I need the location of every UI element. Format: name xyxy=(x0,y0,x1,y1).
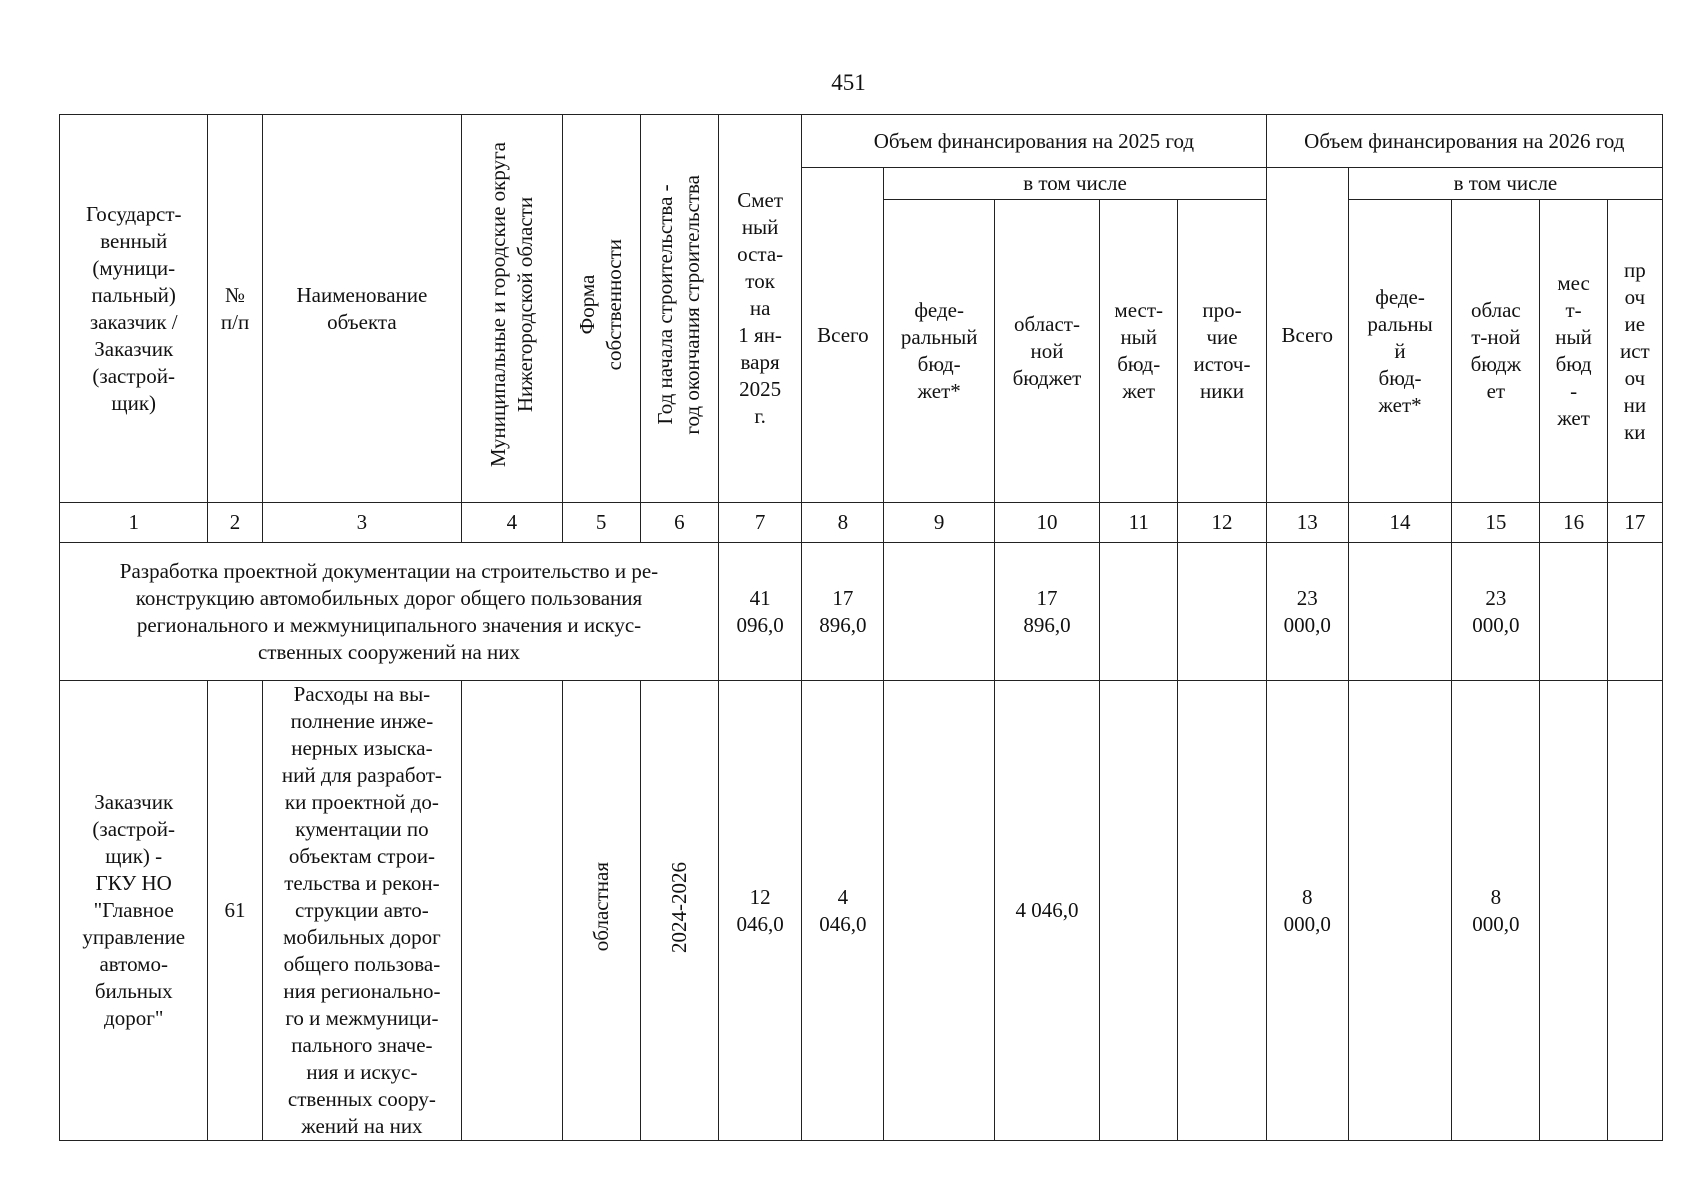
header-including-2025: в том числе xyxy=(884,168,1266,200)
header-other-2025: про- чие источ- ники xyxy=(1178,200,1266,503)
row-object-name: Расходы на вы- полнение инже- нерных изыска- ний для разработ- ки проектной до- кументации по объектам строи- тельства и рекон- струкции авто- мобильных дорог общего пользова- ния регионально- го и межмуници- пального значе- ния и искус- ственных соору- жений на них xyxy=(262,681,462,1141)
section-federal-2025 xyxy=(884,543,994,681)
section-regional-2026: 23 000,0 xyxy=(1452,543,1540,681)
section-regional-2025: 17 896,0 xyxy=(994,543,1099,681)
row-local-2025 xyxy=(1100,681,1178,1141)
header-regional-2026: облас т-ной бюдж ет xyxy=(1452,200,1540,503)
row-regional-2025: 4 046,0 xyxy=(994,681,1099,1141)
header-including-2026: в том числе xyxy=(1348,168,1662,200)
section-local-2025 xyxy=(1100,543,1178,681)
section-row xyxy=(60,543,1663,681)
column-number: 3 xyxy=(262,503,462,543)
section-total-2025: 17 896,0 xyxy=(802,543,884,681)
header-districts xyxy=(462,115,562,503)
column-number: 14 xyxy=(1348,503,1451,543)
row-other-2025 xyxy=(1178,681,1266,1141)
column-number: 15 xyxy=(1452,503,1540,543)
section-title: Разработка проектной документации на строительство и ре- конструкцию автомобильных дорог общего пользования регионального и межмуниципального значения и искус- ственных сооружений на них xyxy=(60,543,719,681)
header-years-text: Год начала строительства - год окончания строительства xyxy=(653,175,705,435)
row-federal-2025 xyxy=(884,681,994,1141)
header-years xyxy=(640,115,718,503)
header-customer: Государст- венный (муници- пальный) заказчик / Заказчик (застрой- щик) xyxy=(60,115,208,503)
column-number: 1 xyxy=(60,503,208,543)
section-estimate-balance: 41 096,0 xyxy=(718,543,801,681)
column-number: 4 xyxy=(462,503,562,543)
column-number: 11 xyxy=(1100,503,1178,543)
investment-program-table xyxy=(59,114,1663,1141)
header-ownership xyxy=(562,115,640,503)
column-number: 8 xyxy=(802,503,884,543)
section-other-2026 xyxy=(1607,543,1662,681)
page-number: 451 xyxy=(831,70,866,95)
header-financing-2026: Объем финансирования на 2026 год xyxy=(1266,115,1662,168)
row-ownership-text: областная xyxy=(588,862,613,952)
column-number: 10 xyxy=(994,503,1099,543)
row-districts xyxy=(462,681,562,1141)
header-ownership-text: Форма собственности xyxy=(575,239,627,371)
header-regional-2025: област- ной бюджет xyxy=(994,200,1099,503)
row-regional-2026: 8 000,0 xyxy=(1452,681,1540,1141)
header-row-1 xyxy=(60,115,1663,168)
row-estimate-balance: 12 046,0 xyxy=(718,681,801,1141)
header-number: № п/п xyxy=(208,115,262,503)
column-number: 13 xyxy=(1266,503,1348,543)
data-row-61 xyxy=(60,681,1663,1141)
row-number: 61 xyxy=(208,681,262,1141)
header-local-2026: мес т- ный бюд - жет xyxy=(1540,200,1607,503)
row-customer: Заказчик (застрой- щик) - ГКУ НО "Главное управление автомо- бильных дорог" xyxy=(60,681,208,1141)
header-financing-2025: Объем финансирования на 2025 год xyxy=(802,115,1266,168)
column-number: 16 xyxy=(1540,503,1607,543)
header-estimate-balance: Смет ный оста- ток на 1 ян- варя 2025 г. xyxy=(718,115,801,503)
header-federal-2025: феде- ральный бюд- жет* xyxy=(884,200,994,503)
column-number: 6 xyxy=(640,503,718,543)
row-total-2025: 4 046,0 xyxy=(802,681,884,1141)
column-number: 7 xyxy=(718,503,801,543)
column-numbers-row xyxy=(60,503,1663,543)
row-other-2026 xyxy=(1607,681,1662,1141)
row-years xyxy=(640,681,718,1141)
column-number: 9 xyxy=(884,503,994,543)
column-number: 12 xyxy=(1178,503,1266,543)
section-local-2026 xyxy=(1540,543,1607,681)
row-local-2026 xyxy=(1540,681,1607,1141)
section-federal-2026 xyxy=(1348,543,1451,681)
header-total-2025: Всего xyxy=(802,168,884,503)
row-years-text: 2024-2026 xyxy=(666,861,691,953)
row-ownership xyxy=(562,681,640,1141)
header-object-name: Наименование объекта xyxy=(262,115,462,503)
header-federal-2026: феде- ральны й бюд- жет* xyxy=(1348,200,1451,503)
section-total-2026: 23 000,0 xyxy=(1266,543,1348,681)
header-total-2026: Всего xyxy=(1266,168,1348,503)
header-other-2026: пр оч ие ист оч ни ки xyxy=(1607,200,1662,503)
column-number: 2 xyxy=(208,503,262,543)
row-total-2026: 8 000,0 xyxy=(1266,681,1348,1141)
header-local-2025: мест- ный бюд- жет xyxy=(1100,200,1178,503)
section-other-2025 xyxy=(1178,543,1266,681)
row-federal-2026 xyxy=(1348,681,1451,1141)
header-districts-text: Муниципальные и городские округа Нижегородской области xyxy=(485,142,537,468)
column-number: 5 xyxy=(562,503,640,543)
column-number: 17 xyxy=(1607,503,1662,543)
